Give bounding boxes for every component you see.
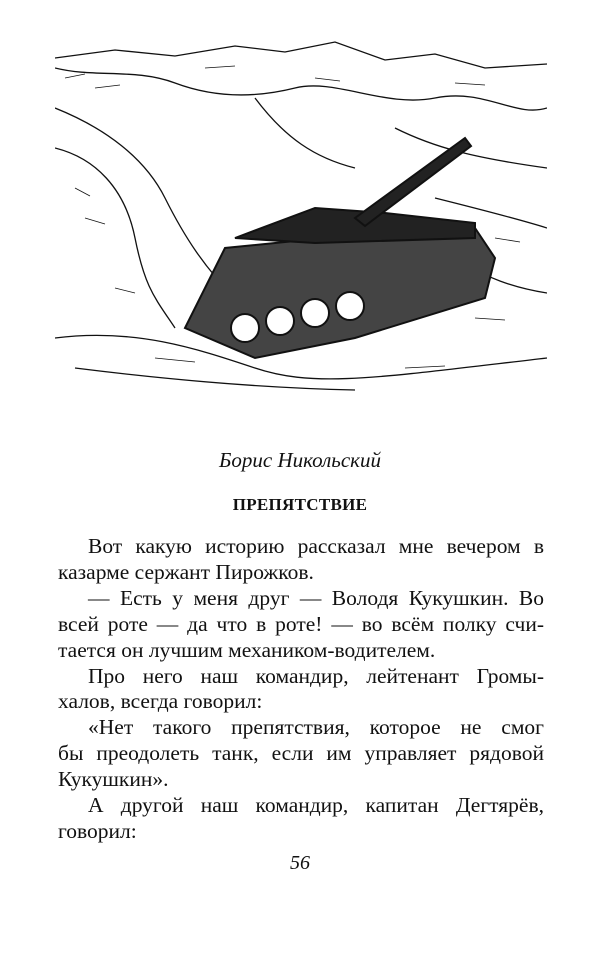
text-line: — Есть у меня друг — Володя Кукушкин. Во bbox=[88, 585, 544, 610]
author-name: Борис Никольский bbox=[219, 448, 381, 472]
text-line: «Нет такого препятствия, которое не смог bbox=[88, 715, 544, 740]
text-line: бы преодолеть танк, если им управляет рядовой bbox=[58, 741, 544, 766]
tank-illustration bbox=[55, 38, 547, 398]
story-title: ПРЕПЯТСТВИЕ bbox=[232, 495, 368, 514]
text-line: говорил: bbox=[58, 818, 137, 843]
text-line: казарме сержант Пирожков. bbox=[58, 559, 314, 584]
page-number: 56 bbox=[290, 852, 310, 874]
tank bbox=[185, 138, 495, 358]
text-line: тается он лучшим механиком-водителем. bbox=[58, 637, 436, 662]
text-line: всей роте — да что в роте! — во всём полку счи- bbox=[58, 611, 544, 636]
text-line: Кукушкин». bbox=[58, 767, 169, 792]
text-line: Про него наш командир, лейтенант Громы- bbox=[88, 663, 544, 688]
story-text bbox=[58, 534, 544, 845]
text-line: халов, всегда говорил: bbox=[58, 689, 263, 714]
text-line: Вот какую историю рассказал мне вечером в bbox=[88, 534, 544, 558]
text-line: А другой наш командир, капитан Дегтярёв, bbox=[88, 793, 544, 818]
